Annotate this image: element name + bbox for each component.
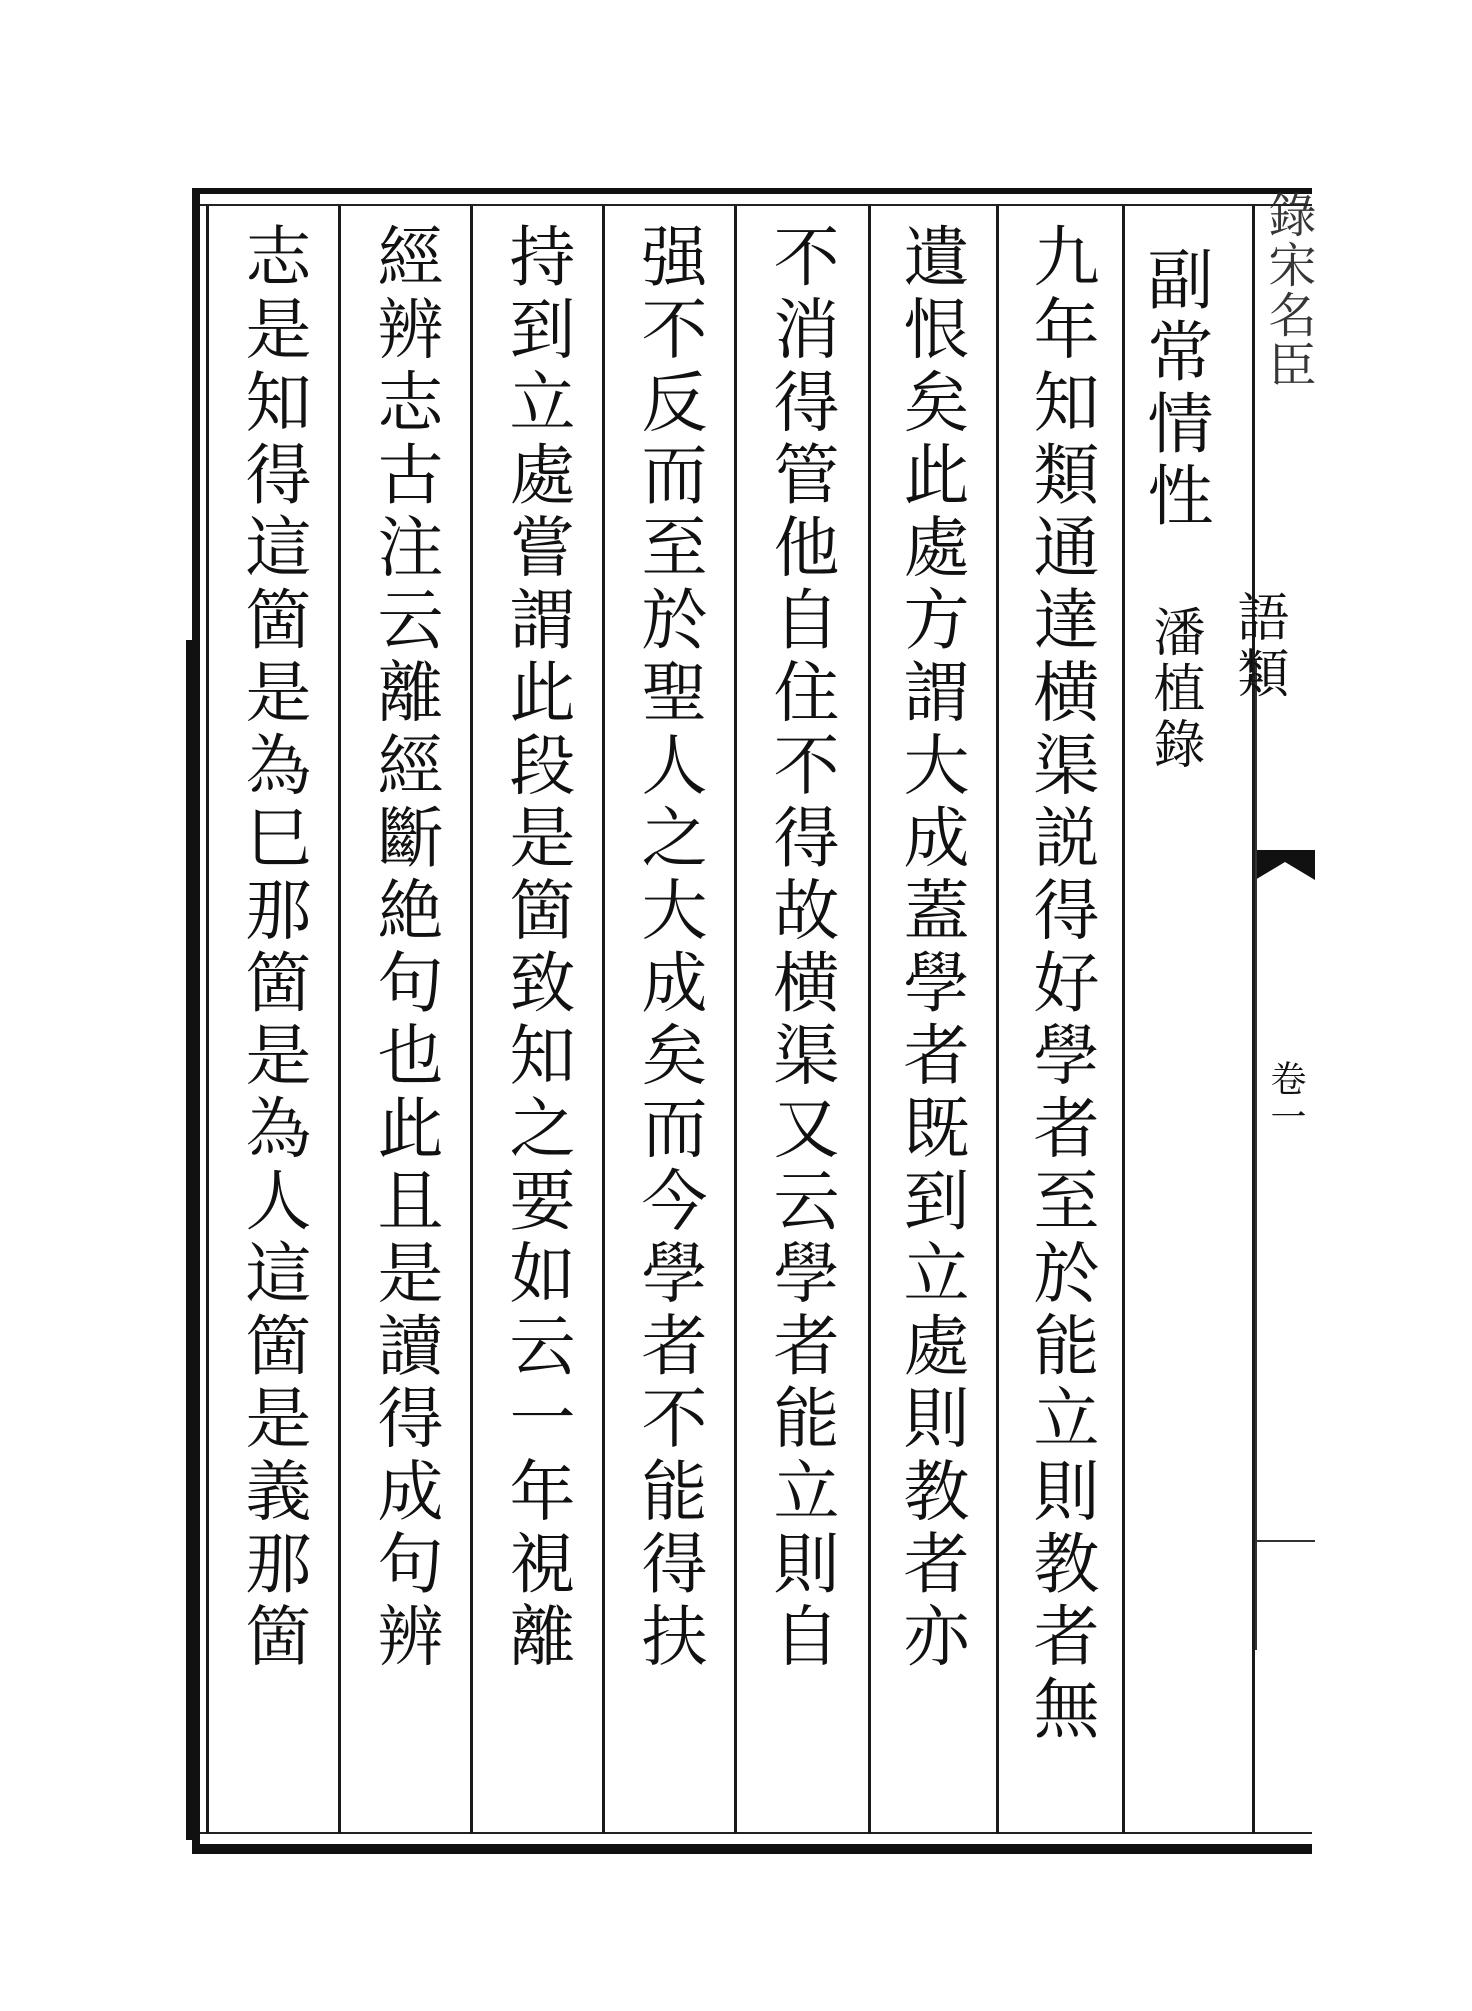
column-text: 强不反而至於聖人之大成矣而今學者不能得扶 (630, 222, 707, 1674)
volume-label: 卷一 (1265, 1060, 1306, 1136)
column-rule (734, 206, 737, 1834)
binding-edge (186, 640, 196, 1840)
text-column (222, 222, 322, 1674)
column-text: 持到立處嘗謂此段是箇致知之要如云一年視離 (498, 222, 575, 1674)
book-title: 錄宋名臣 (1260, 190, 1316, 390)
text-column (486, 222, 586, 1674)
frame-top-rule (200, 204, 1312, 206)
column-rule (470, 206, 473, 1834)
column-rule (338, 206, 341, 1834)
recorder-note: 潘植錄 (1144, 605, 1204, 773)
chapter-title: 副常情性 (1136, 245, 1213, 533)
frame-bottom-rule (200, 1832, 1312, 1834)
column-rule (1122, 206, 1125, 1834)
column-rule (602, 206, 605, 1834)
text-column (618, 222, 718, 1674)
text-column (354, 222, 454, 1674)
column-text: 經辨志古注云離經斷絶句也此且是讀得成句辨 (366, 222, 443, 1674)
margin-foot-rule (1255, 1540, 1315, 1542)
text-column (1010, 222, 1110, 1747)
heading-column (1128, 245, 1288, 885)
column-text: 遺恨矣此處方謂大成蓋學者既到立處則教者亦 (892, 222, 969, 1674)
column-text: 九年知類通達横渠説得好學者至於能立則教者無 (1022, 222, 1099, 1747)
column-rule (996, 206, 999, 1834)
column-text: 志是知得這箇是為巳那箇是為人這箇是義那箇 (234, 222, 311, 1674)
column-rule (206, 206, 209, 1834)
category-label: 語類 (1228, 590, 1288, 702)
text-column (750, 222, 850, 1674)
column-rule (868, 206, 871, 1834)
text-column (880, 222, 980, 1674)
column-text: 不消得管他自住不得故横渠又云學者能立則自 (762, 222, 839, 1674)
